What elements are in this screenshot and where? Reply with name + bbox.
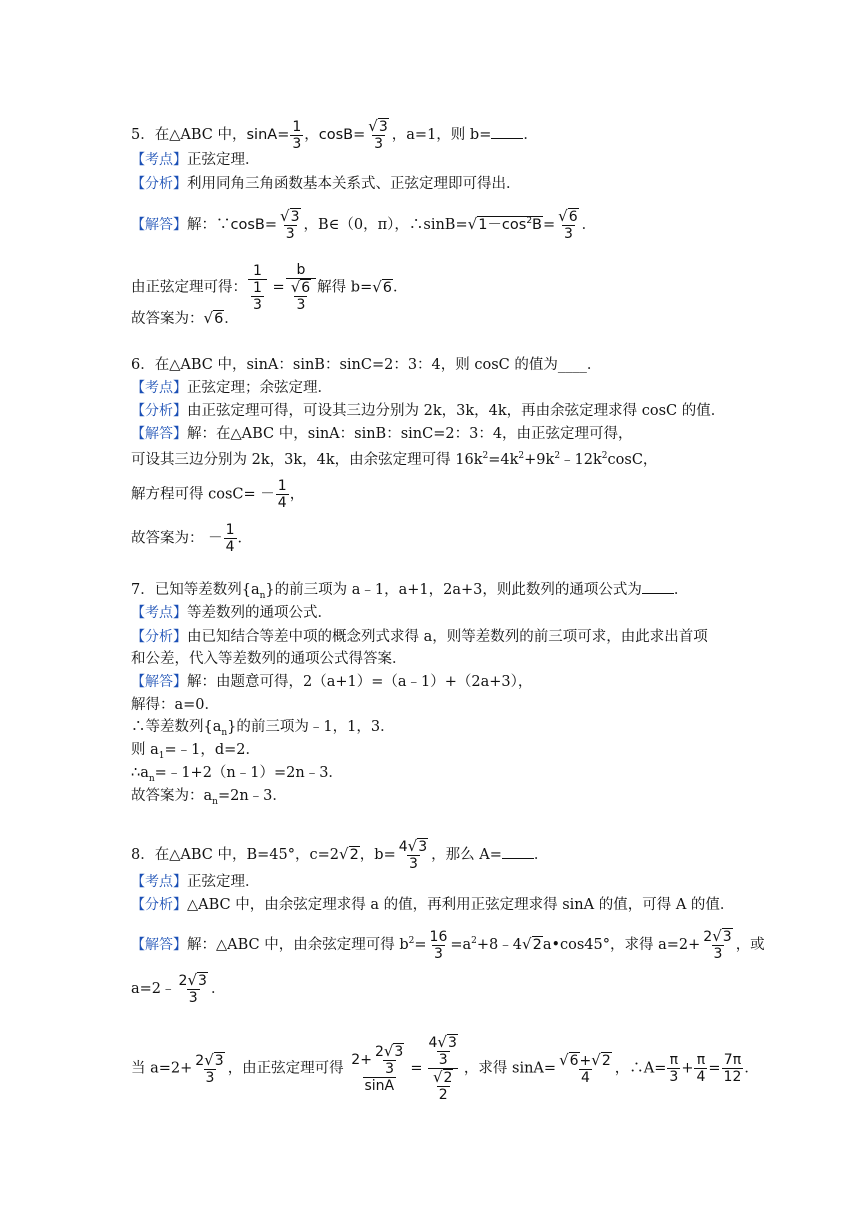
q7-fenxi-1 <box>131 627 708 647</box>
q5-kaodian <box>131 150 260 170</box>
q6-number: 6． <box>131 357 155 373</box>
q8-fenxi <box>131 895 734 915</box>
jieda-tag: 【解答】 <box>131 217 187 233</box>
q5-jieda-2: 由正弦定理可得： $\frac{1}{\frac{1}{3}}$ = $\frac{b}{\frac{√6}{3}}$ 解得 b=√6． <box>131 262 408 313</box>
q6-stem-text: 在△ABC 中，sinA：sinB：sinC=2：3：4，则 cosC 的值为____． <box>154 357 602 373</box>
fenxi-tag: 【分析】 <box>131 176 187 192</box>
q7-jieda-2 <box>131 695 219 715</box>
q6-jieda-2: 可设其三边分别为 2k，3k，4k，由余弦定理可得 $16k^2=4k^2+9k^2﹣12k^2\cos C$， <box>131 451 658 468</box>
q7-kaodian <box>131 603 332 623</box>
q6-jieda-1 <box>131 424 633 444</box>
q7-jieda-4: 则 $a_1=﹣1$，d=2． <box>131 742 261 761</box>
q8-jieda-1: 【解答】解：△ABC 中，由余弦定理可得 $b^2=$ $\frac{16}{3}$ $=a^2+8﹣4√2a•\cos 45^\circ$，求得 a=2+ $\frac{2√3}{3}$ ，或 <box>131 927 765 962</box>
q6-kaodian <box>131 378 332 398</box>
q8-kaodian <box>131 872 260 892</box>
q7-number: 7． <box>131 582 155 598</box>
fenxi-tag: 【分析】 <box>131 403 187 419</box>
q7-fenxi-1-text: 由已知结合等差中项的概念列式求得 a，则等差数列的前三项可求，由此求出首项 <box>187 629 708 645</box>
fenxi-tag: 【分析】 <box>131 897 187 913</box>
jieda-tag: 【解答】 <box>131 674 187 690</box>
q7-kaodian-text: 等差数列的通项公式． <box>187 605 332 621</box>
q6-jieda-3: 解方程可得 cosC= － $\frac{1}{4}$ ， <box>131 478 305 511</box>
q6-jieda-1-text: 解：在△ABC 中，sinA：sinB：sinC=2：3：4，由正弦定理可得， <box>187 426 633 442</box>
q5-kaodian-text: 正弦定理． <box>187 152 260 168</box>
q7-fenxi-2-text: 和公差，代入等差数列的通项公式得答案． <box>131 651 407 667</box>
q7-jieda-5: $\therefore a_n=﹣1+2(n﹣1)=2n﹣3$． <box>131 765 343 784</box>
jieda-tag: 【解答】 <box>131 426 187 442</box>
q8-jieda-3: 当 a=2+ $\frac{2√3}{3}$ ，由正弦定理可得 2+ $\frac{2√3}{3}$ sinA = $\frac{\frac{4√3}{3}}{\frac{√2}{2}}$ ，求得 sinA= $\frac{√6+√2}{4}$ ，∴A= $\frac{\pi}{3}$ + $\frac{\pi}{4}$ = $\frac{7\pi}{12}$ ． <box>131 1033 759 1103</box>
q6-stem <box>131 355 601 375</box>
q7-jieda-3: ∴等差数列$\{a_n\}$的前三项为﹣1，1，3． <box>131 719 395 738</box>
q7-fenxi-2 <box>131 649 407 669</box>
jieda-tag: 【解答】 <box>131 937 187 953</box>
q6-answer: 故答案为： － $\frac{1}{4}$ ． <box>131 522 253 555</box>
q5-fenxi <box>131 174 521 194</box>
q6-fenxi <box>131 401 725 421</box>
q8-stem: 8．在△ABC 中，B=45°，c=2√2，b= $\frac{4√3}{3}$ ，那么 A= ． <box>131 837 549 872</box>
q5-fenxi-text: 利用同角三角函数基本关系式、正弦定理即可得出． <box>187 176 521 192</box>
kaodian-tag: 【考点】 <box>131 380 187 396</box>
q7-stem: 7．已知等差数列$\{a_n\}$的前三项为 a﹣1，a+1，2a+3，则此数列的通项公式为 ． <box>131 582 689 601</box>
q6-kaodian-text: 正弦定理；余弦定理． <box>187 380 332 396</box>
q5-jieda-1: 【解答】解：∵cosB= $\frac{√3}{3}$ ，B∈（0，π），$\therefore\sin B=√1-\cos^2B=$ $\frac{√6}{3}$ ． <box>131 207 597 242</box>
q8-kaodian-text: 正弦定理． <box>187 874 260 890</box>
q5-answer: 故答案为：√6． <box>131 309 239 327</box>
kaodian-tag: 【考点】 <box>131 152 187 168</box>
q8-number: 8． <box>131 847 155 863</box>
fenxi-tag: 【分析】 <box>131 629 187 645</box>
q5-number: 5． <box>131 127 155 143</box>
q6-fenxi-text: 由正弦定理可得，可设其三边分别为 2k，3k，4k，再由余弦定理求得 cosC 的值． <box>187 403 726 419</box>
q7-jieda-1 <box>131 672 532 692</box>
q7-answer: 故答案为：$a_n=2n﹣3$． <box>131 788 287 807</box>
q7-jieda-2-text: 解得：a=0． <box>131 697 220 713</box>
kaodian-tag: 【考点】 <box>131 605 187 621</box>
kaodian-tag: 【考点】 <box>131 874 187 890</box>
q8-fenxi-text: △ABC 中，由余弦定理求得 a 的值，再利用正弦定理求得 sinA 的值，可得 A 的值． <box>187 897 735 913</box>
q7-jieda-1-text: 解：由题意可得，2（a+1）=（a﹣1）+（2a+3）， <box>187 674 533 690</box>
q8-jieda-2: a=2﹣ $\frac{2√3}{3}$ ． <box>131 971 226 1006</box>
q5-stem: 5．在△ABC 中，sinA= $\frac{1}{3}$ ，cosB= $\frac{√3}{3}$ ，a=1，则 b= ． <box>131 117 538 152</box>
